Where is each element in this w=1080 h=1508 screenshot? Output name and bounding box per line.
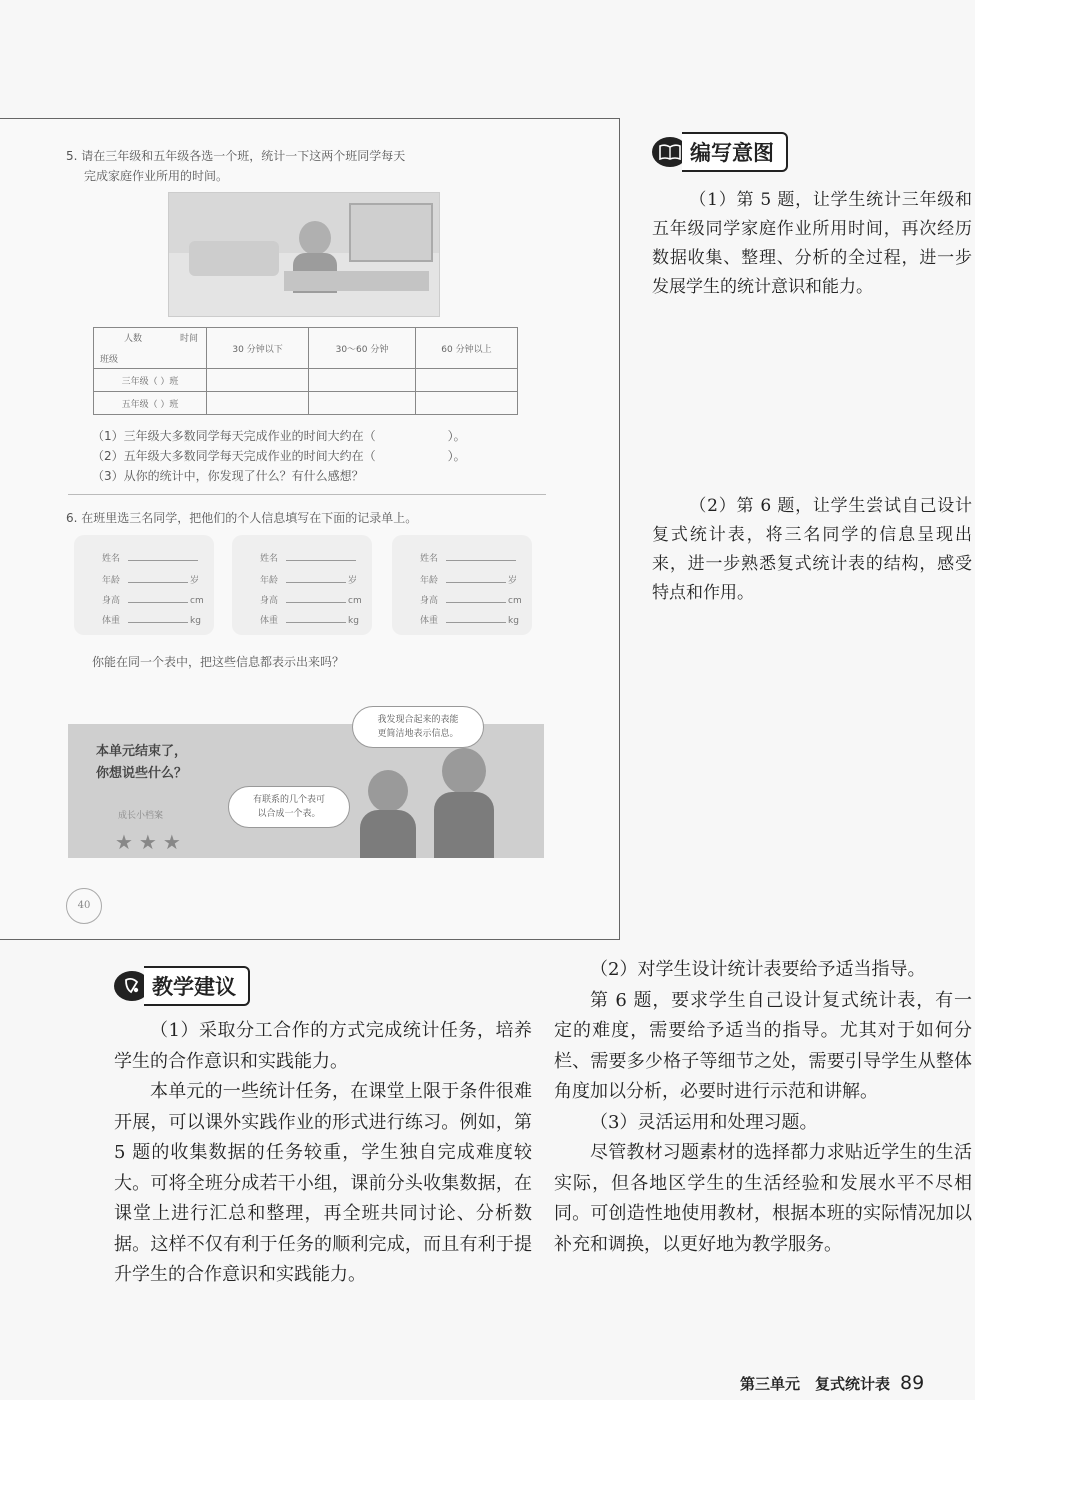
field-label-age: 年龄 xyxy=(260,576,279,586)
advice-paragraph: 第 6 题，要求学生自己设计复式统计表，有一定的难度，需要给予适当的指导。尤其对于如何分栏、需要多少格子等细节之处，需要引导学生从整体角度加以分析，必要时进行示范和讲解。 xyxy=(554,989,972,1102)
desk-illustration xyxy=(284,271,429,291)
question-5-sub1: （1）三年级大多数同学每天完成作业的时间大约在（ ）。 xyxy=(92,429,466,443)
unit-weight: kg xyxy=(190,616,201,626)
intent-heading xyxy=(652,132,788,172)
advice-heading xyxy=(114,966,250,1006)
summary-title-line1: 本单元结束了， xyxy=(96,744,188,759)
homework-time-table xyxy=(93,327,518,415)
footer-unit-title: 第三单元 复式统计表 xyxy=(740,1375,891,1393)
record-card xyxy=(74,535,214,635)
field-label-weight: 体重 xyxy=(420,616,439,626)
bed-illustration xyxy=(189,241,279,276)
unit-weight: kg xyxy=(348,616,359,626)
question-6-line1: 6. 在班里选三名同学，把他们的个人信息填写在下面的记录单上。 xyxy=(66,511,418,525)
field-label-age: 年龄 xyxy=(102,576,121,586)
record-card xyxy=(392,535,532,635)
corner-label-people: 人数 xyxy=(124,334,143,344)
unit-age: 岁 xyxy=(508,576,518,586)
field-label-age: 年龄 xyxy=(420,576,439,586)
advice-paragraph: 本单元的一些统计任务，在课堂上限于条件很难开展，可以课外实践作业的形式进行练习。例如，第 5 题的收集数据的任务较重，学生独自完成难度较大。可将全班分成若干小组，课前分头收集数据，在课堂上进行汇总和整理，再全班共同讨论、分析数据。这样不仅有利于任务的顺利完成，而且有利于提升学生的合作意识和实践能力。 xyxy=(114,1081,532,1285)
field-label-height: 身高 xyxy=(102,596,121,606)
advice-right-column xyxy=(554,955,972,1260)
intent-paragraph-1: （1）第 5 题，让学生统计三年级和五年级同学家庭作业所用时间，再次经历数据收集、整理、分析的全过程，进一步发展学生的统计意识和能力。 xyxy=(652,190,972,297)
table-row xyxy=(94,369,518,392)
question-5-sub2: （2）五年级大多数同学每天完成作业的时间大约在（ ）。 xyxy=(92,449,466,463)
rating-stars-icon: ★★★ xyxy=(115,830,187,854)
table-row xyxy=(94,392,518,415)
record-card xyxy=(232,535,372,635)
field-label-name: 姓名 xyxy=(260,554,279,564)
unit-height: cm xyxy=(190,596,204,606)
window-illustration xyxy=(349,203,433,262)
intent-paragraph-2: （2）第 6 题，让学生尝试自己设计复式统计表，将三名同学的信息呈现出来，进一步熟悉复式统计表的结构，感受特点和作用。 xyxy=(652,496,972,603)
speech-bubble: 有联系的几个表可 以合成一个表。 xyxy=(228,786,350,828)
page-number: 89 xyxy=(900,1372,925,1394)
question-5-sub3: （3）从你的统计中，你发现了什么？有什么感想？ xyxy=(92,469,364,483)
speech-bubble: 我发现合起来的表能 更简洁地表示信息。 xyxy=(352,706,484,748)
unit-age: 岁 xyxy=(348,576,358,586)
advice-left-column xyxy=(114,1016,532,1291)
boy-head-illustration xyxy=(368,770,408,812)
summary-title-line2: 你想说些什么？ xyxy=(96,766,188,781)
homework-illustration xyxy=(168,192,440,317)
field-label-weight: 体重 xyxy=(102,616,121,626)
table-header-cell: 30 分钟以下 xyxy=(207,328,309,369)
question-5-line2: 完成家庭作业所用的时间。 xyxy=(84,169,229,183)
advice-paragraph: 尽管教材习题素材的选择都力求贴近学生的生活实际，但各地区学生的生活经验和发展水平不尽相同。可创造性地使用教材，根据本班的实际情况加以补充和调换，以更好地为教学服务。 xyxy=(554,1142,972,1255)
table-row-label: 三年级（ ）班 xyxy=(94,369,207,392)
table-header-cell: 30～60 分钟 xyxy=(309,328,416,369)
girl-head-illustration xyxy=(299,221,331,255)
intent-heading-label: 编写意图 xyxy=(682,132,788,172)
question-5-line1: 5. 请在三年级和五年级各选一个班，统计一下这两个班同学每天 xyxy=(66,149,406,163)
field-label-weight: 体重 xyxy=(260,616,279,626)
boy-head-illustration xyxy=(442,748,486,794)
section-divider xyxy=(68,494,546,495)
table-header-cell: 60 分钟以上 xyxy=(415,328,517,369)
table-row-label: 五年级（ ）班 xyxy=(94,392,207,415)
boy-body-illustration xyxy=(434,792,494,858)
boy-body-illustration xyxy=(360,810,416,858)
advice-paragraph: （2）对学生设计统计表要给予适当指导。 xyxy=(590,959,926,980)
field-label-height: 身高 xyxy=(420,596,439,606)
table-corner-cell xyxy=(94,328,207,369)
field-label-name: 姓名 xyxy=(420,554,439,564)
unit-age: 岁 xyxy=(190,576,200,586)
question-6-prompt: 你能在同一个表中，把这些信息都表示出来吗？ xyxy=(92,655,345,669)
unit-weight: kg xyxy=(508,616,519,626)
corner-label-class: 班级 xyxy=(100,355,119,365)
growth-record-label: 成长小档案 xyxy=(118,811,164,821)
unit-height: cm xyxy=(348,596,362,606)
page-footer xyxy=(740,1372,924,1394)
textbook-page-number: 40 xyxy=(66,888,102,924)
advice-heading-label: 教学建议 xyxy=(144,966,250,1006)
field-label-name: 姓名 xyxy=(102,554,121,564)
field-label-height: 身高 xyxy=(260,596,279,606)
corner-label-time: 时间 xyxy=(179,334,198,344)
advice-paragraph: （1）采取分工合作的方式完成统计任务，培养学生的合作意识和实践能力。 xyxy=(114,1020,532,1072)
advice-paragraph: （3）灵活运用和处理习题。 xyxy=(590,1111,818,1133)
unit-height: cm xyxy=(508,596,522,606)
